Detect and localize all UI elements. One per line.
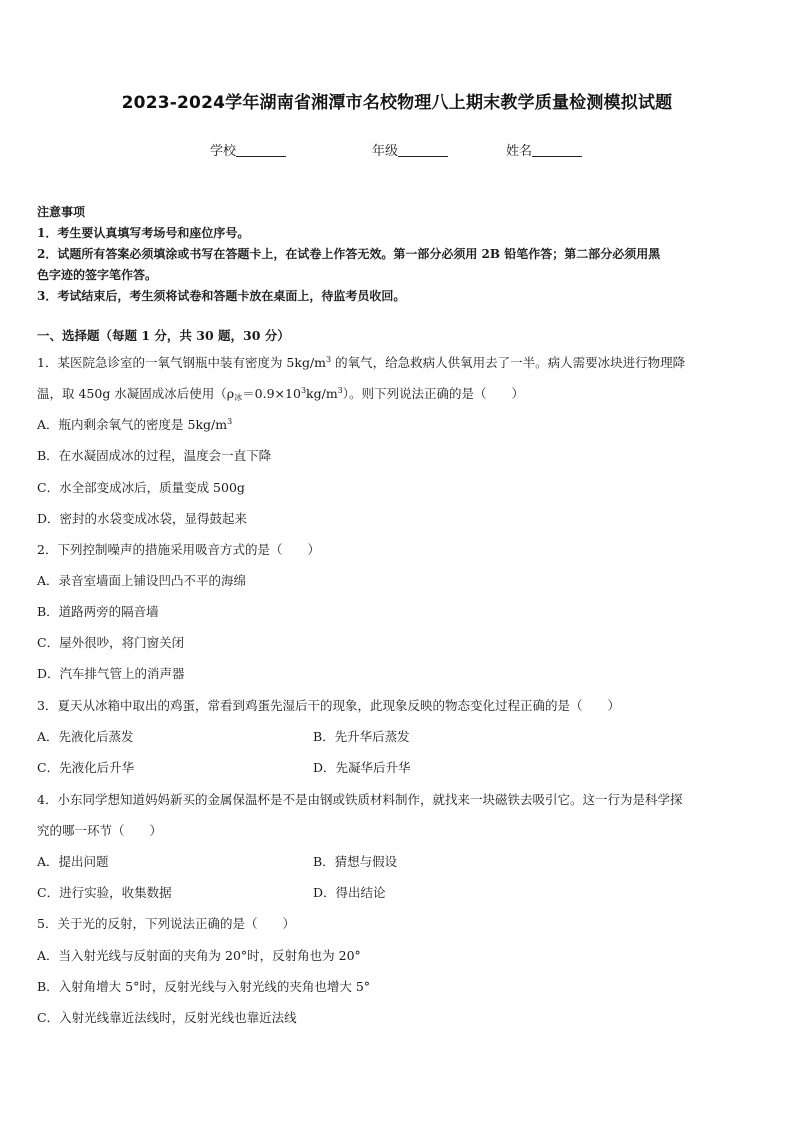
question-3-option-d: D．先凝华后升华 [313,760,411,775]
question-4-option-d: D．得出结论 [313,885,386,900]
question-5-option-c: C．入射光线靠近法线时，反射光线也靠近法线 [37,1010,297,1025]
question-2-stem: 2．下列控制噪声的措施采用吸音方式的是（ ） [37,542,320,557]
notes-item: 色字迹的签字笔作答。 [37,268,158,282]
name-field [506,140,582,159]
question-2-option-a: A．录音室墙面上铺设凹凸不平的海绵 [37,573,247,588]
question-4-option-b: B．猜想与假设 [313,854,398,869]
notes-item: 3．考试结束后，考生须将试卷和答题卡放在桌面上，待监考员收回。 [37,289,406,303]
question-4-stem-line-1: 4．小东同学想知道妈妈新买的金属保温杯是不是由钢或铁质材料制作，就找来一块磁铁去吸引它。这一行为是科学探 [37,792,683,807]
question-1-option-c: C．水全部变成冰后，质量变成 500g [37,480,245,495]
school-blank [236,143,286,157]
question-5-stem: 5．关于光的反射，下列说法正确的是（ ） [37,916,295,931]
grade-field [372,140,448,159]
name-blank [532,143,582,157]
question-4-option-c: C．进行实验，收集数据 [37,885,172,900]
question-5-option-a: A．当入射光线与反射面的夹角为 20°时，反射角也为 20° [37,948,361,963]
question-4-stem-line-2: 究的哪一环节（ ） [37,823,163,838]
grade-blank [398,143,448,157]
question-2-option-b: B．道路两旁的隔音墙 [37,604,159,619]
notes-item: 2．试题所有答案必须填涂或书写在答题卡上，在试卷上作答无效。第一部分必须用 2B 铅笔作答；第二部分必须用黑 [37,247,661,261]
question-3-option-b: B．先升华后蒸发 [313,729,410,744]
grade-label: 年级 [372,144,399,159]
notes-heading: 注意事项 [37,205,86,219]
question-3-stem: 3．夏天从冰箱中取出的鸡蛋，常看到鸡蛋先湿后干的现象，此现象反映的物态变化过程正确的是（ ） [37,698,620,713]
question-3-option-a: A．先液化后蒸发 [37,729,134,744]
question-1-option-a: A．瓶内剩余氧气的密度是 $5kg/m^3$ [37,417,233,432]
notes-item: 1．考生要认真填写考场号和座位序号。 [37,226,250,240]
question-1-stem-line-1: 1．某医院急诊室的一氧气钢瓶中装有密度为 $5kg/m^3$ 的氧气，给急救病人供氧用去了一半。病人需要冰块进行物理降 [37,355,686,370]
name-label: 姓名 [506,144,533,159]
question-2-option-d: D．汽车排气管上的消声器 [37,666,185,681]
question-3-option-c: C．先液化后升华 [37,760,135,775]
notes-block [37,202,761,307]
question-1-option-b: B．在水凝固成冰的过程，温度会一直下降 [37,448,272,463]
question-2-option-c: C．屋外很吵，将门窗关闭 [37,635,185,650]
question-1-stem-line-2: 温，取 450g 水凝固成冰后使用$(\rho_冰=0.9\times 10^3kg/m^3)$。则下列说法正确的是（ ） [37,386,525,402]
question-4-option-a: A．提出问题 [37,854,109,869]
school-field [210,140,286,159]
section-title: 一、选择题（每题 1 分，共 30 题，30 分） [37,328,290,343]
question-5-option-b: B．入射角增大 5°时，反射光线与入射光线的夹角也增大 5° [37,979,371,994]
question-1-option-d: D．密封的水袋变成冰袋，显得鼓起来 [37,511,248,526]
school-label: 学校 [210,144,237,159]
page-title: 2023-2024学年湖南省湘潭市名校物理八上期末教学质量检测模拟试题 [121,93,673,113]
